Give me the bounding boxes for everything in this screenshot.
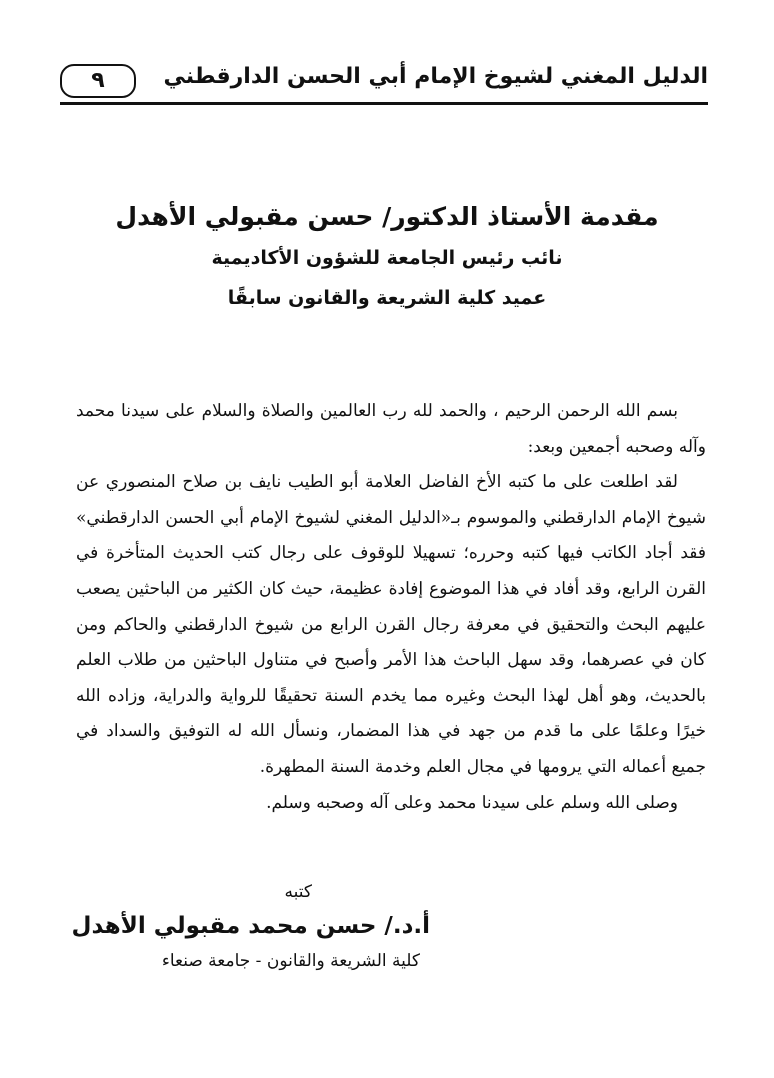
paragraph-main: لقد اطلعت على ما كتبه الأخ الفاضل العلامة أبو الطيب نايف بن صلاح المنصوري عن شيوخ الإمام الدارقطني والموسوم بـ«الدليل المغني لشيوخ الإمام أبي الحسن الدارقطني» فقد أجاد الكاتب فيها كتبه وحرره؛ تسهيلا للوقوف على رجال كتب الحديث المتأخرة في القرن الرابع، وقد أفاد في هذا الموضوع إفادة عظيمة، حيث كان الكثير من الباحثين يصعب عليهم البحث والتحقيق في معرفة رجال القرن الرابع من شيوخ الدارقطني والحاكم ومن كان في عصرهما، وقد سهل الباحث هذا الأمر وأصبح في متناول الباحثين من طلاب العلم بالحديث، وهو أهل لهذا البحث وغيره مما يخدم السنة تحقيقًا للرواية والدراية، وزاده الله خيرًا وعلمًا على ما قدم من جهد في هذا المضمار، ونسأل الله له التوفيق والسداد في جميع أعماله التي يرومها في مجال العلم وخدمة السنة المطهرة. bbox=[76, 472, 706, 777]
author-position: نائب رئيس الجامعة للشؤون الأكاديمية bbox=[211, 247, 563, 269]
paragraph-opening: بسم الله الرحمن الرحيم ، والحمد لله رب العالمين والصلاة والسلام على سيدنا محمد وآله وصحبه أجمعين وبعد: bbox=[76, 401, 706, 457]
paragraph-closing: وصلى الله وسلم على سيدنا محمد وعلى آله وصحبه وسلم. bbox=[266, 792, 678, 813]
signatory-name: أ.د./ حسن محمد مقبولي الأهدل bbox=[71, 913, 430, 939]
preface-title: مقدمة الأستاذ الدكتور/ حسن مقبولي الأهدل bbox=[115, 202, 659, 231]
signature-block bbox=[60, 878, 430, 976]
written-by-label: كتبه bbox=[284, 882, 312, 902]
title-block bbox=[80, 196, 694, 318]
preface-body bbox=[76, 394, 706, 821]
header-rule bbox=[60, 102, 708, 105]
page-header bbox=[60, 62, 708, 106]
author-former-position: عميد كلية الشريعة والقانون سابقًا bbox=[227, 287, 547, 309]
page-number: ٩ bbox=[60, 64, 136, 98]
running-title: الدليل المغني لشيوخ الإمام أبي الحسن الدارقطني bbox=[163, 64, 708, 89]
signatory-affiliation: كلية الشريعة والقانون - جامعة صنعاء bbox=[161, 951, 420, 971]
